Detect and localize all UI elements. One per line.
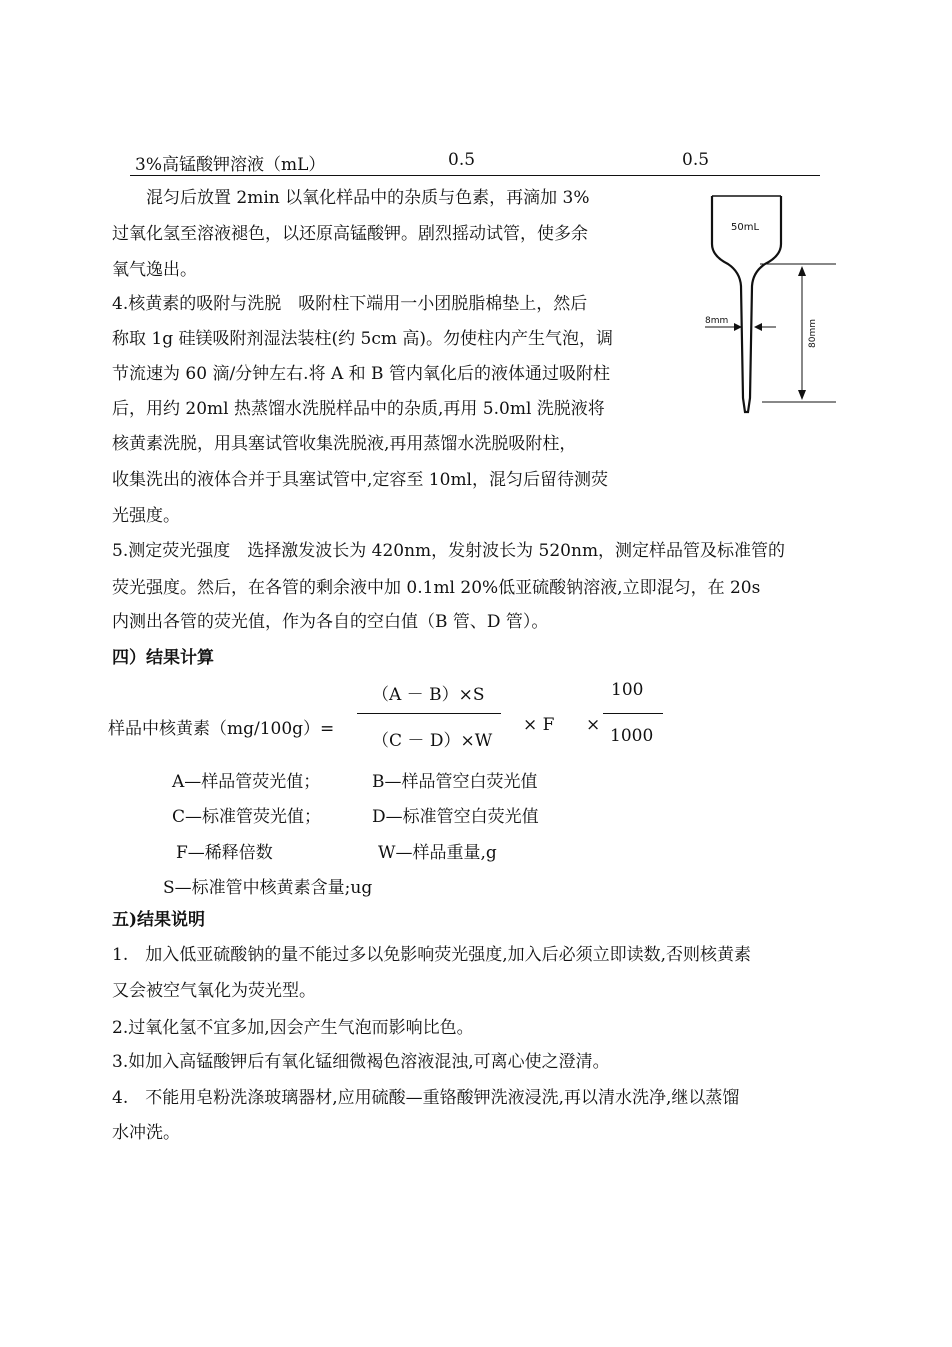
formula-numerator-1: （A － B）×S <box>372 685 485 705</box>
formula-denominator-2: 1000 <box>610 726 654 746</box>
section4-title: 四）结果计算 <box>112 648 214 668</box>
step4-line-5: 核黄素洗脱，用具塞试管收集洗脱液,再用蒸馏水洗脱吸附柱， <box>112 434 577 454</box>
table-row-col1: 0.5 <box>448 150 476 170</box>
step5-line-2: 荧光强度。然后，在各管的剩余液中加 0.1ml 20%低亚硫酸钠溶液,立即混匀，在 20s <box>112 578 761 598</box>
formula-denominator-1: （C － D）×W <box>372 731 493 751</box>
formula-fraction-line-1 <box>357 713 501 714</box>
step4-line-1: 4.核黄素的吸附与洗脱 吸附柱下端用一小团脱脂棉垫上，然后 <box>112 294 588 314</box>
legend-s: S—标准管中核黄素含量;ug <box>163 878 373 898</box>
legend-d: D—标准管空白荧光值 <box>372 807 539 827</box>
note-line-1: 1. 加入低亚硫酸钠的量不能过多以免影响荧光强度,加入后必须立即读数,否则核黄素 <box>112 945 752 965</box>
step3-line-1: 混匀后放置 2min 以氧化样品中的杂质与色素，再滴加 3% <box>112 188 590 208</box>
legend-w: W—样品重量,g <box>378 843 497 863</box>
formula-lhs: 样品中核黄素（mg/100g）= <box>108 719 335 739</box>
step4-line-2: 称取 1g 硅镁吸附剂湿法装柱(约 5cm 高)。勿使柱内产生气泡，调 <box>112 329 614 349</box>
note-line-2: 又会被空气氧化为荧光型。 <box>112 981 316 1001</box>
section5-title: 五)结果说明 <box>112 910 206 930</box>
table-row-label: 3%高锰酸钾溶液（mL） <box>135 155 326 175</box>
legend-a: A—样品管荧光值； <box>172 772 321 792</box>
legend-b: B—样品管空白荧光值 <box>372 772 538 792</box>
step5-line-3: 内测出各管的荧光值，作为各自的空白值（B 管、D 管）。 <box>112 612 549 632</box>
legend-c: C—标准管荧光值； <box>172 807 322 827</box>
step4-line-4: 后，用约 20ml 热蒸馏水洗脱样品中的杂质,再用 5.0ml 洗脱液将 <box>112 399 605 419</box>
note-line-6: 水冲洗。 <box>112 1123 180 1143</box>
step4-line-7: 光强度。 <box>112 506 180 526</box>
diagram-height-label: 80mm <box>808 319 818 348</box>
table-bottom-rule <box>130 175 820 176</box>
formula-numerator-2: 100 <box>611 680 644 700</box>
formula-fraction-line-2 <box>603 713 663 714</box>
diagram-width-label: 8mm <box>705 316 729 326</box>
formula-times: × <box>586 715 601 735</box>
legend-f: F—稀释倍数 <box>176 843 273 863</box>
step4-line-6: 收集洗出的液体合并于具塞试管中,定容至 10ml，混匀后留待测荧 <box>112 470 608 490</box>
formula-times-f: × F <box>523 715 555 735</box>
step3-line-2: 过氧化氢至溶液褪色，以还原高锰酸钾。剧烈摇动试管，使多余 <box>112 224 588 244</box>
diagram-volume-label: 50mL <box>731 222 760 233</box>
step5-line-1: 5.测定荧光强度 选择激发波长为 420nm，发射波长为 520nm，测定样品管及标准管的 <box>112 541 786 561</box>
note-line-5: 4. 不能用皂粉洗涤玻璃器材,应用硫酸—重铬酸钾洗液浸洗,再以清水洗净,继以蒸馏 <box>112 1088 740 1108</box>
note-line-3: 2.过氧化氢不宜多加,因会产生气泡而影响比色。 <box>112 1018 474 1038</box>
step4-line-3: 节流速为 60 滴/分钟左右.将 A 和 B 管内氧化后的液体通过吸附柱 <box>112 364 610 384</box>
table-row-col2: 0.5 <box>682 150 710 170</box>
step3-line-3: 氧气逸出。 <box>112 260 197 280</box>
note-line-4: 3.如加入高锰酸钾后有氧化锰细微褐色溶液混浊,可离心使之澄清。 <box>112 1052 610 1072</box>
adsorption-column-diagram <box>698 190 838 430</box>
